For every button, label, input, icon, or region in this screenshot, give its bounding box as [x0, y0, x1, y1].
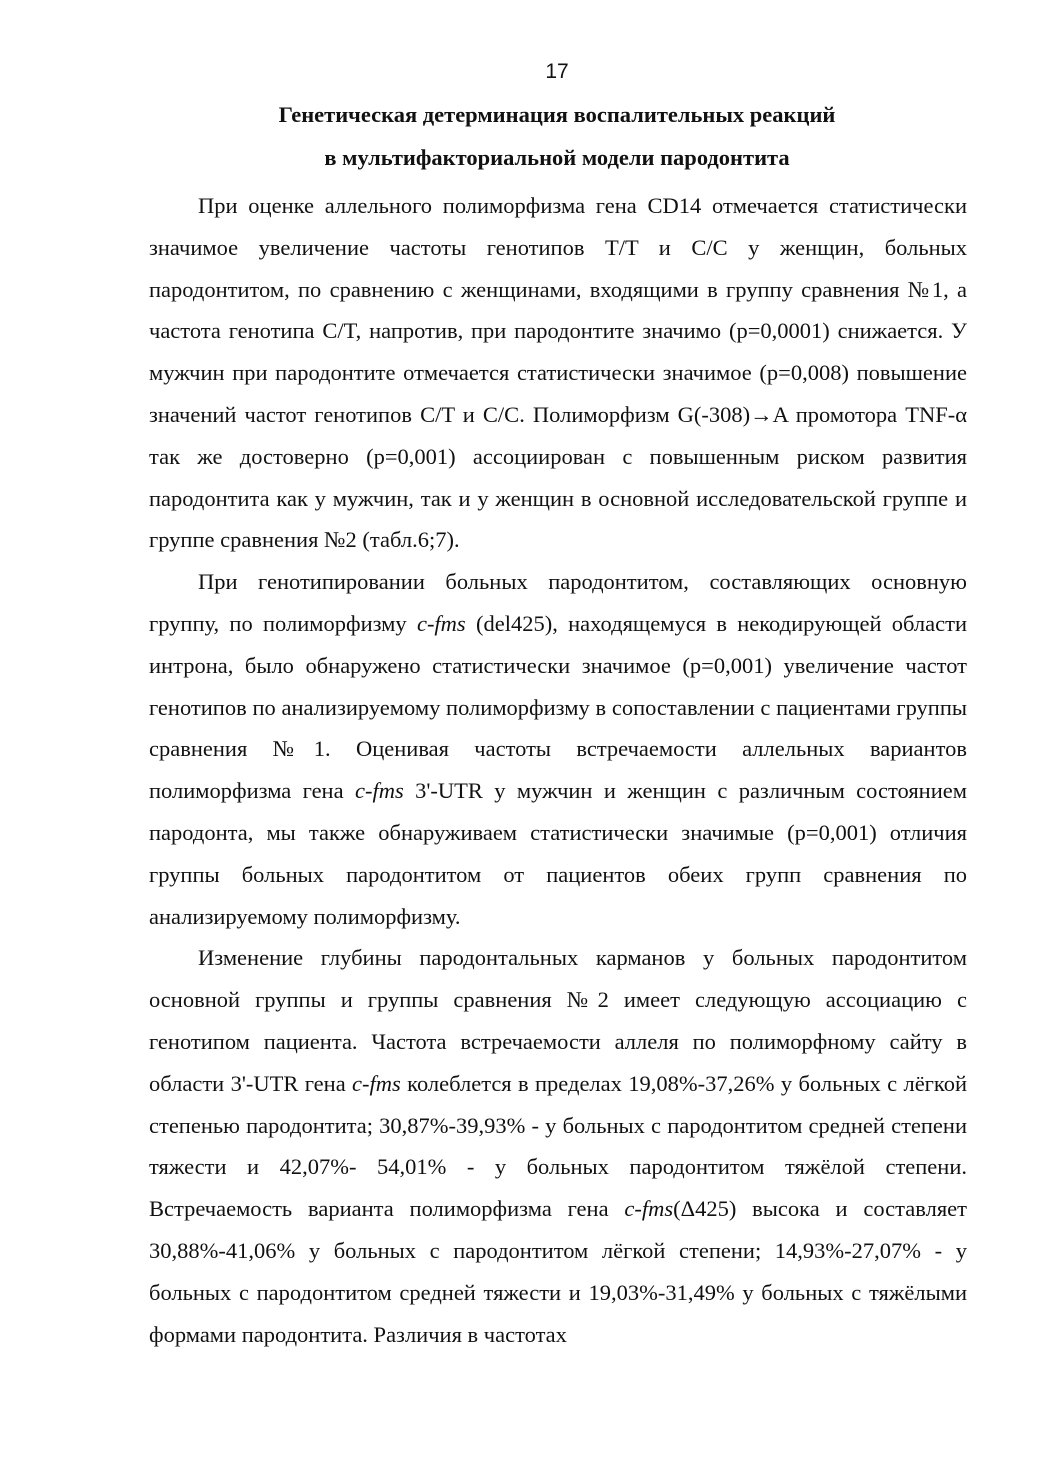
body-text [149, 185, 967, 1355]
page-number: 17 [545, 60, 569, 83]
gene-name-italic: c-fms [416, 610, 466, 636]
section-title-line-2: в мультифакториальной модели пародонтита [324, 145, 790, 170]
paragraph-text: (Δ425) высока и составляет 30,88%-41,06% у больных с пародонтитом лёгкой степени; 14,93%-27,07% - у больных с пародонтитом средней тяжести и 19,03%-31,49% у больных с тяжёлыми формами пародонтита. Различия в частотах [149, 1196, 967, 1347]
gene-name-italic: c-fms [352, 1070, 401, 1096]
paragraph-c-fms-genotyping [149, 561, 967, 937]
gene-name-italic: c-fms [354, 778, 404, 804]
paragraph-text: Изменение глубины пародонтальных карманов у больных пародонтитом основной группы и группы сравнения №2 имеет следующую ассоциацию с генотипом пациента. Частота встречаемости аллеля по полиморфному сайту в области 3'-UTR гена [149, 945, 967, 1096]
paragraph-text: (del425), находящемуся в некодирующей области интрона, было обнаружено статистически значимое (p=0,001) увеличение частот генотипов по анализируемому полиморфизму в сопоставлении с пациентами группы сравнения №1. Оценивая частоты встречаемости аллельных вариантов полиморфизма гена [149, 610, 968, 804]
paragraph-text: 3'-UTR у мужчин и женщин с различным состоянием пародонта, мы также обнаруживаем статистически значимые (p=0,001) отличия группы больных пародонтитом от пациентов обеих групп сравнения по анализируемому полиморфизму. [149, 778, 967, 929]
paragraph-cd14-tnf [149, 185, 967, 561]
section-title-line-1: Генетическая детерминация воспалительных реакций [278, 102, 836, 127]
paragraph-text: При генотипировании больных пародонтитом, составляющих основную группу, по полиморфизму [149, 569, 967, 636]
gene-name-italic: c-fms [624, 1196, 674, 1222]
paragraph-pocket-depth [149, 937, 967, 1355]
paragraph-text: При оценке аллельного полиморфизма гена CD14 отмечается статистически значимое увеличение частоты генотипов T/T и C/C у женщин, больных пародонтитом, по сравнению с женщинами, входящими в группу сравнения №1, а частота генотипа C/T, напротив, при пародонтите значимо (p=0,0001) снижается. У мужчин при пародонтите отмечается статистически значимое (p=0,008) повышение значений частот генотипов C/T и C/C. Полиморфизм G(-308)→A промотора TNF-α так же достоверно (p=0,001) ассоциирован с повышенным риском развития пародонтита как у мужчин, так и у женщин в основной исследовательской группе и группе сравнения №2 (табл.6;7). [149, 193, 967, 553]
paragraph-text: колеблется в пределах 19,08%-37,26% у больных с лёгкой степенью пародонтита; 30,87%-39,93% - у больных с пародонтитом средней степени тяжести и 42,07%- 54,01% - у больных пародонтитом тяжёлой степени. Встречаемость варианта полиморфизма гена [149, 1070, 967, 1222]
